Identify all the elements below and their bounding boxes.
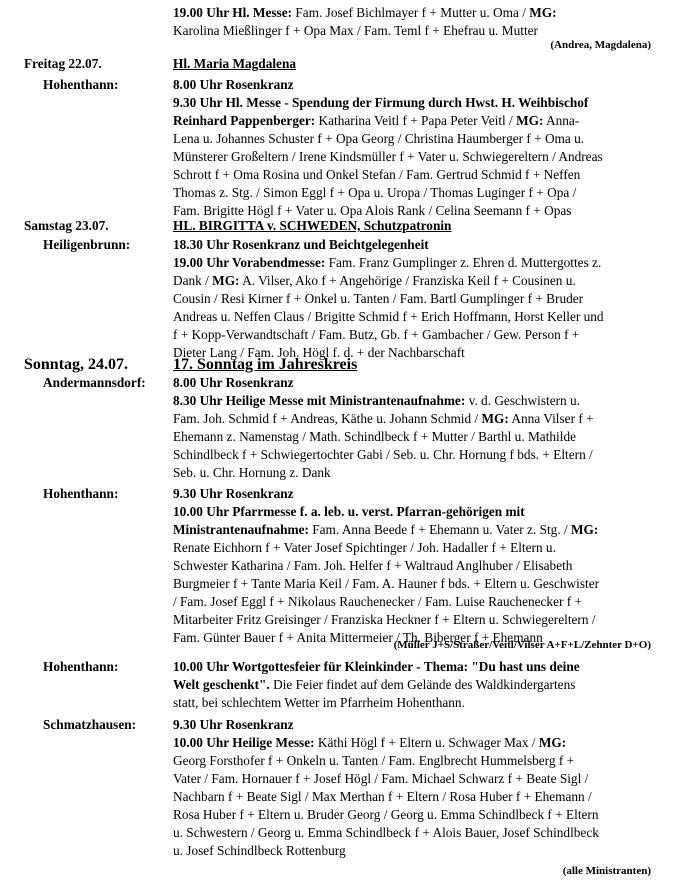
text-line: Reinhard Pappenberger: Katharina Veitl f + Papa Peter Veitl / MG: Anna- <box>173 113 580 128</box>
text-line: u. Josef Schindlbeck Rottenburg <box>173 843 346 858</box>
text-line: Rosa Huber f + Eltern u. Bruder Georg / Georg u. Emma Schindlbeck f + Eltern <box>173 807 599 822</box>
text-line: Fam. Joh. Schmid f + Andreas, Käthe u. Johann Schmid / MG: Anna Vilser f + <box>173 411 594 426</box>
servers-note: (Andrea, Magdalena) <box>550 39 651 51</box>
top-mass-block <box>173 4 651 40</box>
text-line: 19.00 Uhr Hl. Messe: Fam. Josef Bichlmayer f + Mutter u. Oma / MG: <box>173 5 557 20</box>
text-line: Schindlbeck f + Schwiegertochter Gabi / Seb. u. Chr. Hornung f bds. + Eltern / <box>173 447 593 462</box>
text-line: 10.00 Uhr Pfarrmesse f. a. leb. u. verst. Pfarran-gehörigen mit <box>173 504 525 519</box>
text-line: Dieter Lang / Fam. Joh. Högl f. d. + der Nachbarschaft <box>173 345 465 360</box>
text-line: Cousin / Resi Kirner f + Onkel u. Tanten / Fam. Bartl Gumplinger f + Bruder <box>173 291 584 306</box>
day-heading-friday: Freitag 22.07. Hl. Maria Magdalena <box>24 56 296 71</box>
text-line: Münsterer Großeltern / Irene Kindsmüller f + Vater u. Schwiegereltern / Andreas <box>173 149 603 164</box>
text-line: 10.00 Uhr Wortgottesfeier für Kleinkinder - Thema: "Du hast uns deine <box>173 659 580 674</box>
text-line: Ministrantenaufnahme: Fam. Anna Beede f + Ehemann u. Vater z. Stg. / MG: <box>173 522 599 537</box>
text-line: Nachbarn f + Beate Sigl / Max Merthan f + Eltern / Rosa Huber f + Ehemann / <box>173 789 592 804</box>
place-label: Andermannsdorf: <box>43 375 146 390</box>
text-line: Welt geschenkt". Die Feier findet auf dem Gelände des Waldkindergartens <box>173 677 576 692</box>
text-line: Burgmeier f + Tante Maria Keil / Fam. A. Hauner f bds. + Eltern u. Geschwister <box>173 576 600 591</box>
rosary-line: 9.30 Uhr Rosenkranz <box>173 486 294 501</box>
text-line: Fam. Günter Bauer f + Anita Mittermeier / Th. Biberger f + Ehemann <box>173 630 543 645</box>
servers-note: (alle Ministranten) <box>562 865 651 877</box>
hohenthann-kids-block <box>173 658 651 712</box>
servers-note: (Müller J+S/Straßer/Veitl/Vilser A+F+L/Zehnter D+O) <box>393 639 651 651</box>
text-line: Vater / Fam. Hornauer f + Josef Högl / Fam. Michael Schwarz f + Beate Sigl / <box>173 771 589 786</box>
text-line: / Fam. Josef Eggl f + Nikolaus Rauchenecker / Fam. Luise Rauchenecker f + <box>173 594 582 609</box>
text-line: Karolina Mießlinger f + Opa Max / Fam. Teml f + Ehefrau u. Mutter <box>173 23 538 38</box>
rosary-line: 9.30 Uhr Rosenkranz <box>173 717 294 732</box>
place-label: Hohenthann: <box>43 659 119 674</box>
place-label: Hohenthann: <box>43 77 119 92</box>
text-line: 8.30 Uhr Heilige Messe mit Ministrantenaufnahme: v. d. Geschwistern u. <box>173 393 580 408</box>
rosary-line: 8.00 Uhr Rosenkranz <box>173 375 294 390</box>
friday-block <box>173 76 651 220</box>
place-label: Hohenthann: <box>43 486 119 501</box>
text-line: Georg Forsthofer f + Onkeln u. Tanten / Fam. Englbrecht Hummelsberg f + <box>173 753 575 768</box>
text-line: u. Schwestern / Georg u. Emma Schindlbeck f + Alois Bauer, Josef Schindlbeck <box>173 825 599 840</box>
rosary-line: 18.30 Uhr Rosenkranz und Beichtgelegenheit <box>173 237 429 252</box>
text-line: Lena u. Johannes Schuster f + Opa Georg / Christina Haumberger f + Oma u. <box>173 131 585 146</box>
text-line: Ehemann z. Namenstag / Math. Schindlbeck f + Mutter / Barthl u. Mathilde <box>173 429 576 444</box>
text-line: Schwester Katharina / Fam. Joh. Helfer f + Waltraud Anglhuber / Elisabeth <box>173 558 573 573</box>
text-line: Seb. u. Chr. Hornung z. Dank <box>173 465 331 480</box>
schmatzhausen-block <box>173 716 651 860</box>
rosary-line: 8.00 Uhr Rosenkranz <box>173 77 294 92</box>
day-heading-saturday: Samstag 23.07. HL. BIRGITTA v. SCHWEDEN, Schutzpatronin <box>24 218 452 233</box>
text-line: statt, bei schlechtem Wetter im Pfarrheim Hohenthann. <box>173 695 465 710</box>
hohenthann-mass-block <box>173 485 651 647</box>
text-line: Thomas z. Stg. / Simon Eggl f + Opa u. Uropa / Thomas Luginger f + Opa / <box>173 185 577 200</box>
text-line: 19.00 Uhr Vorabendmesse: Fam. Franz Gumplinger z. Ehren d. Muttergottes z. <box>173 255 602 270</box>
text-line: Andreas u. Neffen Claus / Brigitte Schmid f + Erich Hoffmann, Horst Keller und <box>173 309 604 324</box>
day-heading-sunday: Sonntag, 24.07. 17. Sonntag im Jahreskreis <box>24 356 358 373</box>
andermannsdorf-block <box>173 374 651 482</box>
text-line: Mitarbeiter Fritz Greisinger / Franziska Heckner f + Eltern u. Schwiegereltern / <box>173 612 596 627</box>
text-line: Dank / MG: A. Vilser, Ako f + Angehörige / Franziska Keil f + Cousinen u. <box>173 273 576 288</box>
text-line: Fam. Brigitte Högl f + Vater u. Opa Alois Rank / Celina Seemann f + Opas <box>173 203 572 218</box>
text-line: 9.30 Uhr Hl. Messe - Spendung der Firmung durch Hwst. H. Weihbischof <box>173 95 589 110</box>
place-label: Schmatzhausen: <box>43 717 137 732</box>
place-label: Heiligenbrunn: <box>43 237 131 252</box>
saturday-block <box>173 236 651 362</box>
text-line: Renate Eichhorn f + Vater Josef Spichtinger / Joh. Hadaller f + Eltern u. <box>173 540 556 555</box>
text-line: 10.00 Uhr Heilige Messe: Käthi Högl f + Eltern u. Schwager Max / MG: <box>173 735 567 750</box>
text-line: Schrott f + Oma Rosina und Onkel Stefan / Fam. Gertrud Schmid f + Neffen <box>173 167 581 182</box>
text-line: f + Kopp-Verwandtschaft / Fam. Butz, Gb. f + Gambacher / Gew. Person f + <box>173 327 580 342</box>
